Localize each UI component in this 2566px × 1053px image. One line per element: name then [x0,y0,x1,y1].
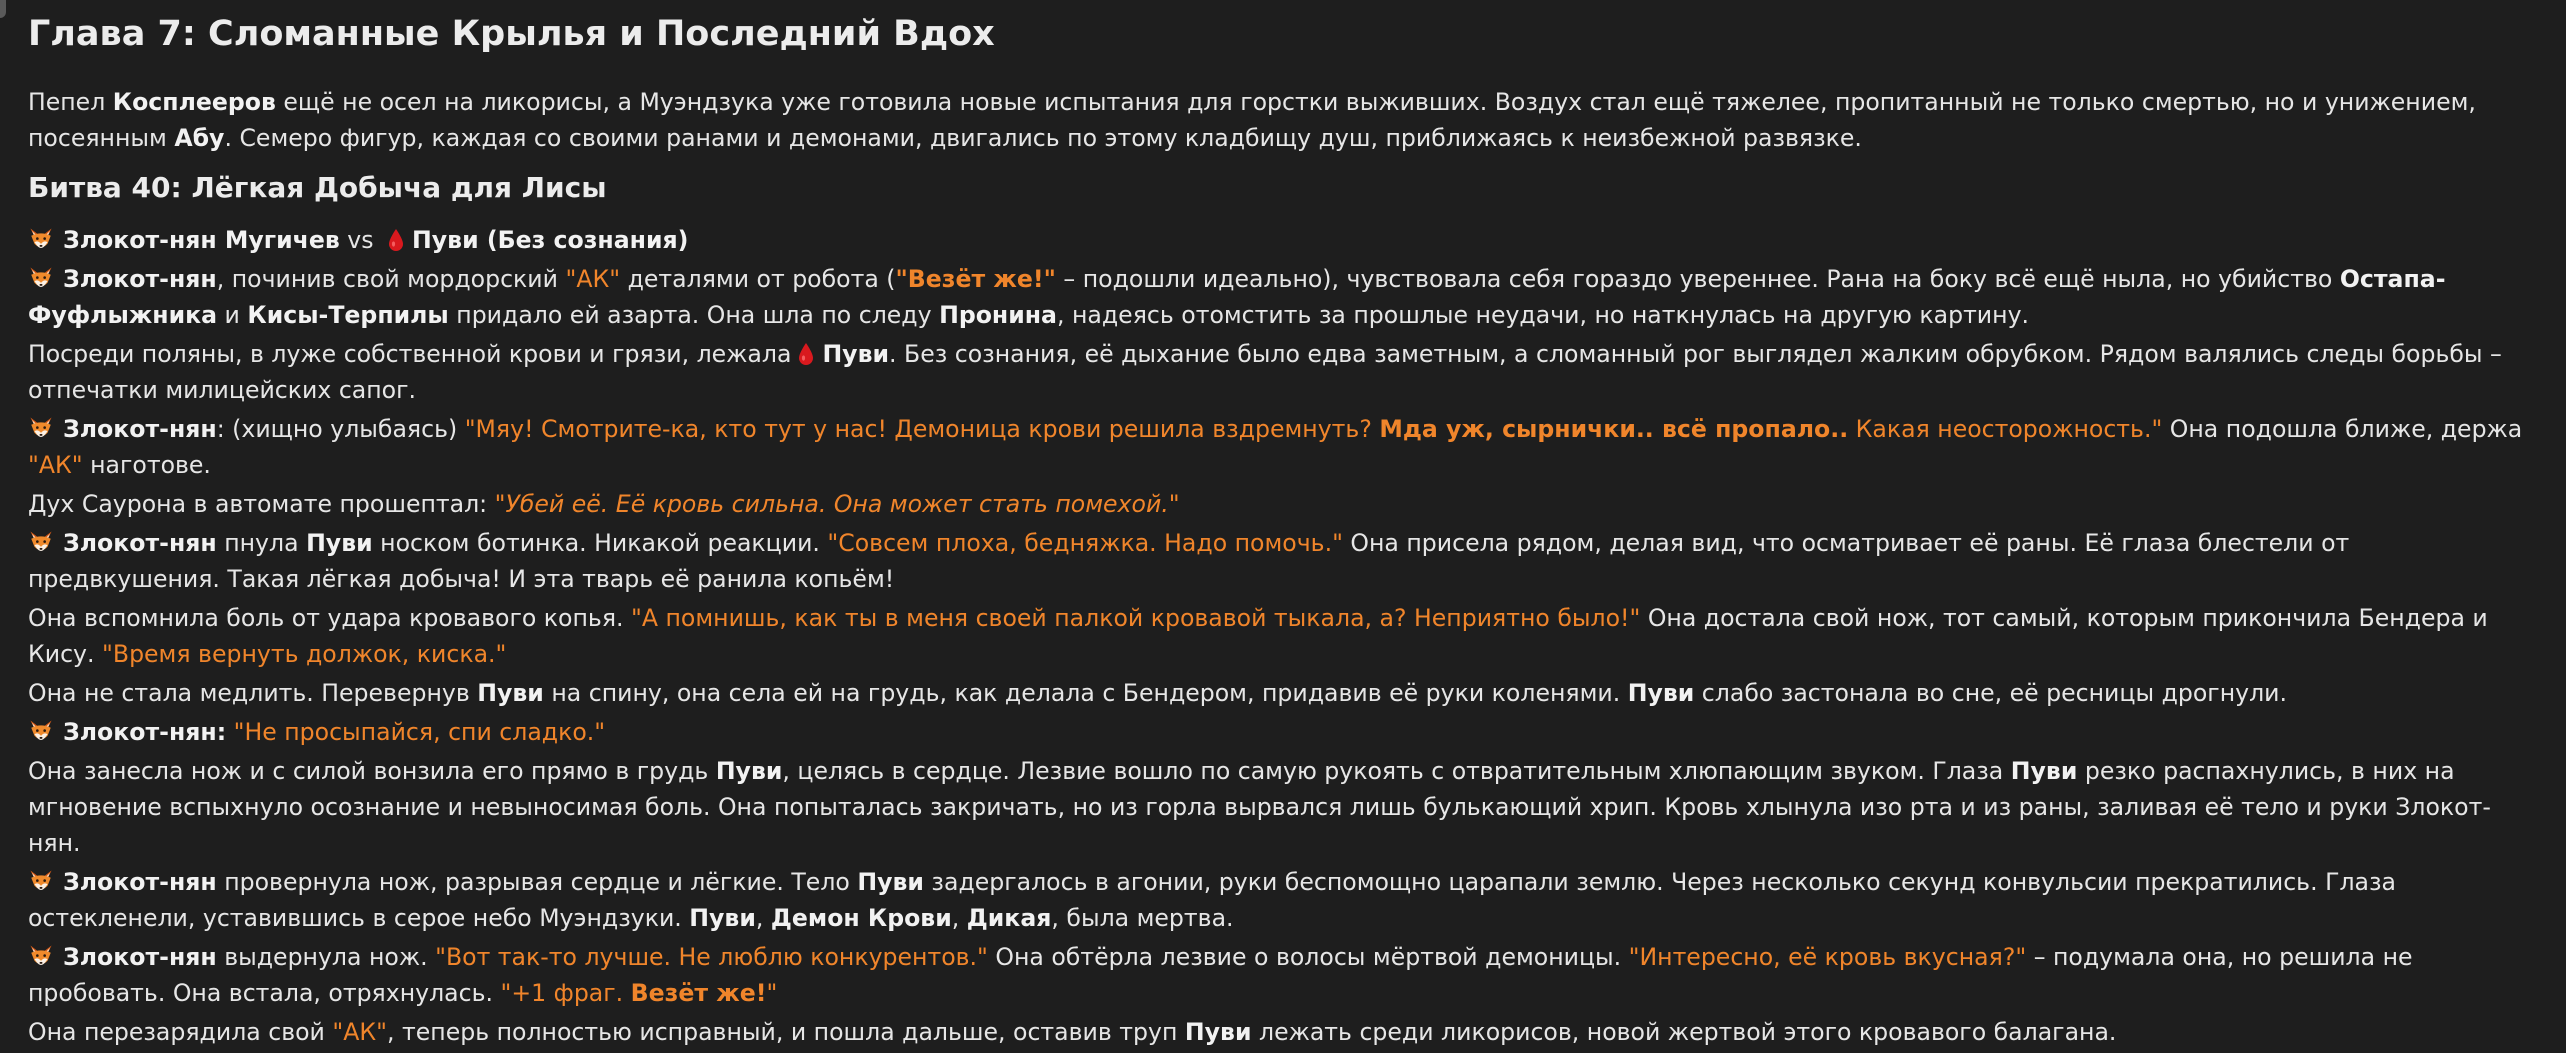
fox-face-icon [28,943,54,969]
paragraph-12: Она перезарядила свой "АК", теперь полностью исправный, и пошла дальше, оставив труп Пуви лежать среди ликорисов, новой жертвой этого кровавого балагана. [28,1018,2117,1046]
paragraph-8: Злокот-нян: "Не просыпайся, спи сладко." [28,714,2534,750]
paragraph-9: Она занесла нож и с силой вонзила его прямо в грудь Пуви, целясь в сердце. Лезвие вошло по самую рукоять с отвратительным хлюпающим звуком. Глаза Пуви резко распахнулись, в них на мгновение вспыхнуло осознание и невыносимая боль. Она попыталась закричать, но из горла вырвался лишь булькающий хрип. Кровь хлынула изо рта и из раны, заливая её тело и руки Злокот-нян. [28,757,2491,857]
fox-face-icon [28,265,54,291]
paragraph-4: Дух Саурона в автомате прошептал: "Убей её. Её кровь сильна. Она может стать помехой." [28,490,1180,518]
fighter-1: Злокот-нян Мугичев [63,226,340,254]
paragraph-10: Злокот-нян провернула нож, разрывая сердце и лёгкие. Тело Пуви задергалось в агонии, руки беспомощно царапали землю. Через несколько секунд конвульсии прекратились. Глаза остекленели, уставившись в серое небо Муэндзуки. Пуви, Демон Крови, Дикая, была мертва. [28,868,2397,932]
fox-face-icon [28,868,54,894]
blood-drop-icon [797,340,815,364]
blood-drop-icon [387,226,405,250]
paragraph-6: Она вспомнила боль от удара кровавого копья. "А помнишь, как ты в меня своей палкой кровавой тыкала, а? Неприятно было!" Она достала свой нож, тот самый, которым прикончила Бендера и Кису. "Время вернуть должок, киска." [28,604,2488,668]
intro-paragraph: Пепел Косплееров ещё не осел на ликорисы, а Муэндзука уже готовила новые испытания для горстки выживших. Воздух стал ещё тяжелее, пропитанный не только смертью, но и унижением, посеянным Абу. Семеро фигур, каждая со своими ранами и демонами, двигались по этому кладбищу душ, приближаясь к неизбежной развязке. [28,88,2476,152]
fighter-2: Пуви (Без сознания) [412,226,689,254]
chapter-title: Глава 7: Сломанные Крылья и Последний Вдох [28,14,995,54]
paragraph-3: Злокот-нян: (хищно улыбаясь) "Мяу! Смотрите-ка, кто тут у нас! Демоница крови решила вздремнуть? Мда уж, сырнички.. всё пропало.. Какая неосторожность." Она подошла ближе, держа "АК" наготове. [28,415,2523,479]
fox-face-icon [28,226,54,252]
paragraph-5: Злокот-нян пнула Пуви носком ботинка. Никакой реакции. "Совсем плоха, бедняжка. Надо помочь." Она присела рядом, делая вид, что осматривает её раны. Её глаза блестели от предвкушения. Такая лёгкая добыча! И эта тварь её ранила копьём! [28,529,2350,593]
paragraph-2: Посреди поляны, в луже собственной крови и грязи, лежала Пуви. Без сознания, её дыхание было едва заметным, а сломанный рог выглядел жалким обрубком. Рядом валялись следы борьбы – отпечатки милицейских сапог. [28,340,2502,404]
paragraph-1: Злокот-нян, починив свой мордорский "АК" деталями от робота ("Везёт же!" – подошли идеально), чувствовала себя гораздо увереннее. Рана на боку всё ещё ныла, но убийство Остапа-Фуфлыжника и Кисы-Терпилы придало ей азарта. Она шла по следу Пронина, надеясь отомстить за прошлые неудачи, но наткнулась на другую картину. [28,265,2446,329]
fox-face-icon [28,718,54,744]
matchup-line: Злокот-нян Мугичев vs Пуви (Без сознания) [28,222,2534,258]
scroll-edge-tab [0,0,6,18]
chapter-content [28,10,2534,1053]
battle-heading: Битва 40: Лёгкая Добыча для Лисы [28,171,607,204]
fox-face-icon [28,529,54,555]
fox-face-icon [28,415,54,441]
paragraph-7: Она не стала медлить. Перевернув Пуви на спину, она села ей на грудь, как делала с Бендером, придавив её руки коленями. Пуви слабо застонала во сне, её ресницы дрогнули. [28,679,2288,707]
paragraph-11: Злокот-нян выдернула нож. "Вот так-то лучше. Не люблю конкурентов." Она обтёрла лезвие о волосы мёртвой демоницы. "Интересно, её кровь вкусная?" – подумала она, но решила не пробовать. Она встала, отряхнулась. "+1 фраг. Везёт же!" [28,943,2413,1007]
